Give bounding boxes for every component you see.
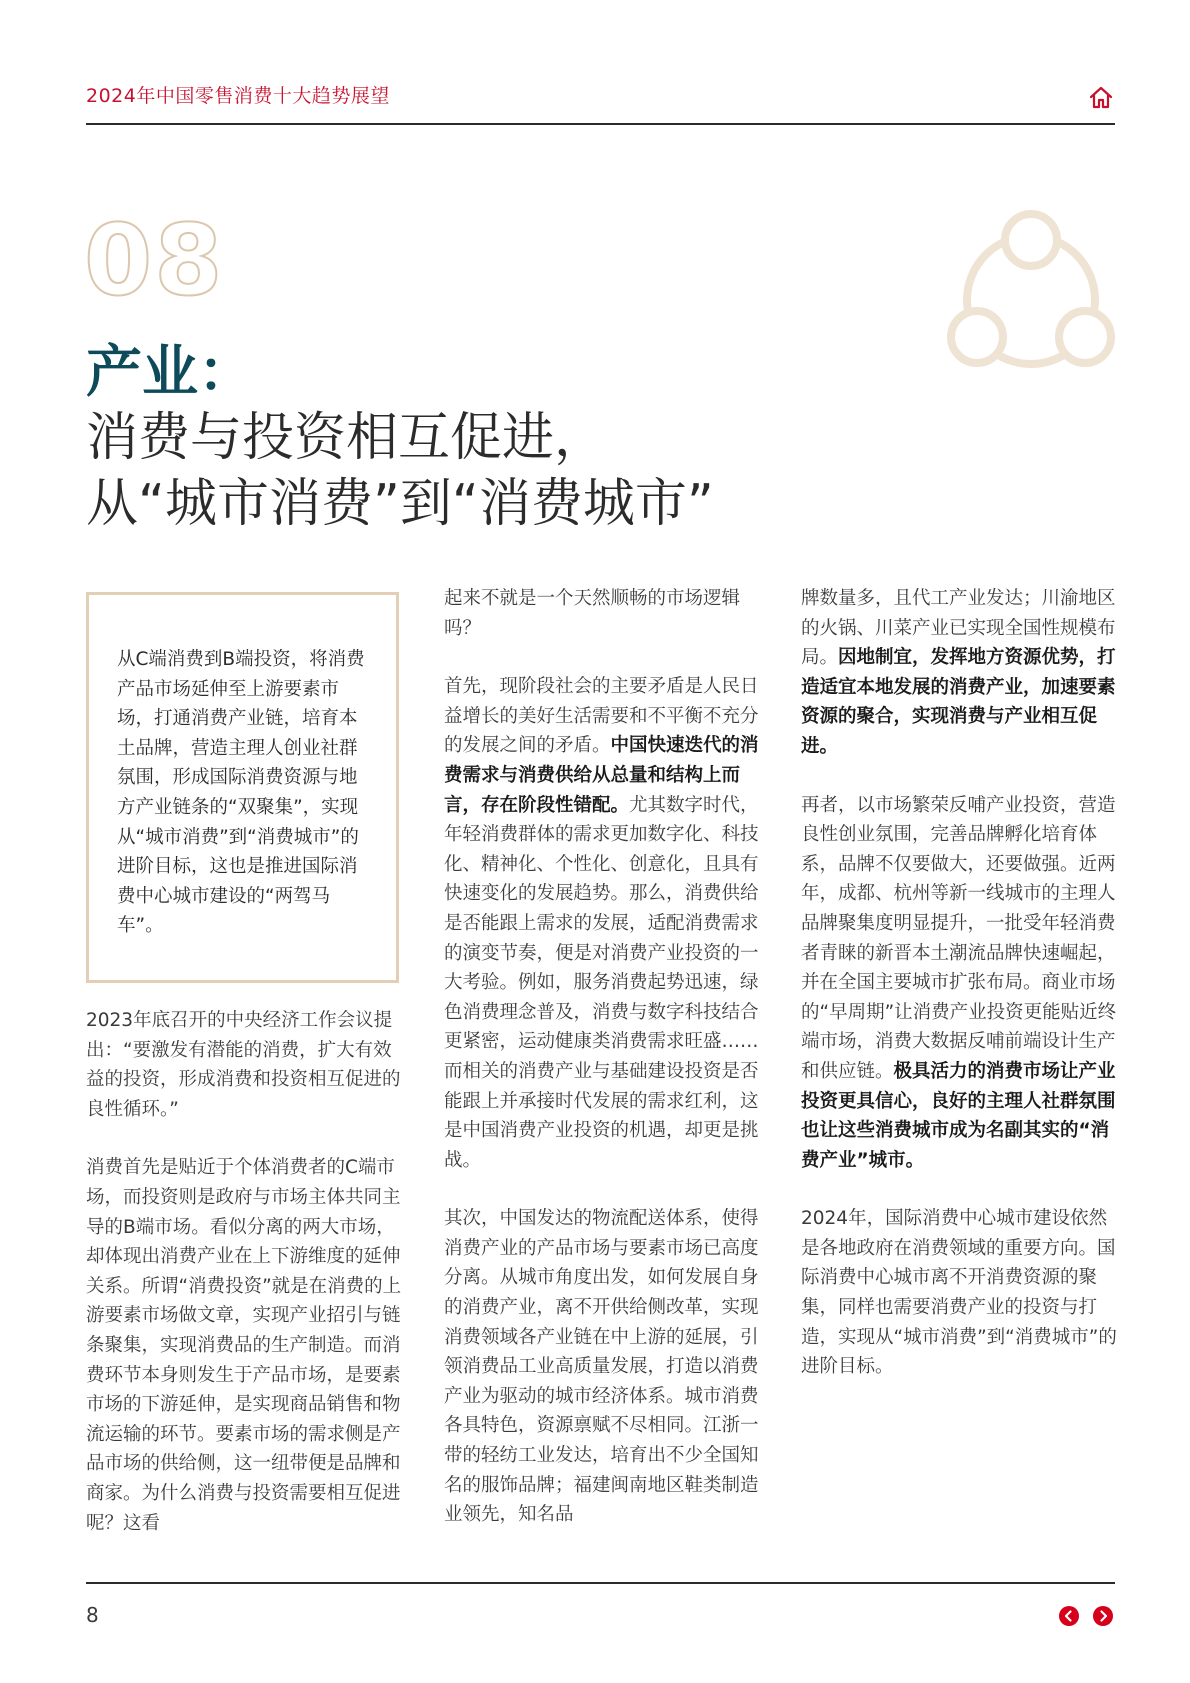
column-middle xyxy=(444,584,764,1559)
page-number: 8 xyxy=(86,1603,99,1627)
text-run: 首先，现阶段社会的主要矛盾是人民日益增长的美好生活需要和不平衡不充分的发展之间的矛盾。 xyxy=(444,676,759,757)
bold-text-run: 因地制宜，发挥地方资源优势，打造适宜本地发展的消费产业，加速要素资源的聚合，实现消费与产业相互促进。 xyxy=(801,647,1116,757)
paragraph: 2023年底召开的中央经济工作会议提出：“要激发有潜能的消费，扩大有效益的投资，形成消费和投资相互促进的良性循环。” xyxy=(86,1010,401,1120)
bold-text-run: 极具活力的消费市场让产业投资更具信心，良好的主理人社群氛围也让这些消费城市成为名副其实的“消费产业”城市。 xyxy=(801,1060,1116,1171)
next-page-button[interactable] xyxy=(1093,1606,1113,1626)
chapter-number: 08 xyxy=(84,204,225,318)
chevron-right-icon xyxy=(1093,1606,1113,1626)
paragraph xyxy=(801,584,1121,762)
paragraph xyxy=(801,791,1121,1176)
text-run: 尤其数字时代，年轻消费群体的需求更加数字化、科技化、精神化、个性化、创意化，且具有快速变化的发展趋势。那么，消费供给是否能跟上需求的发展，适配消费需求的演变节奏，便是对消费产业投资的一大考验。例如，服务消费起势迅速，绿色消费理念普及，消费与数字科技结合更紧密，运动健康类消费需求旺盛……而相关的消费产业与基础建设投资是否能跟上并承接时代发展的需求红利，这是中国消费产业投资的机遇，却更是挑战。 xyxy=(444,794,759,1171)
paragraph: 2024年，国际消费中心城市建设依然是各地政府在消费领域的重要方向。国际消费中心城市离不开消费资源的聚集，同样也需要消费产业的投资与打造，实现从“城市消费”到“消费城市”的进阶目标。 xyxy=(801,1208,1117,1378)
chevron-left-icon xyxy=(1059,1606,1079,1626)
paragraph xyxy=(444,672,764,1175)
column-left xyxy=(86,1006,404,1567)
chapter-title-line3: 从“城市消费”到“消费城市” xyxy=(86,474,714,534)
summary-box xyxy=(86,592,399,983)
bold-text-run: 中国快速迭代的消费需求与消费供给从总量和结构上而言，存在阶段性错配。 xyxy=(444,735,759,816)
summary-text: 从C端消费到B端投资，将消费产品市场延伸至上游要素市场，打通消费产业链，培育本土品牌，营造主理人创业社群氛围，形成国际消费资源与地方产业链条的“双聚集”，实现从“城市消费”到“消费城市”的进阶目标，这也是推进国际消费中心城市建设的“两驾马车”。 xyxy=(117,649,365,937)
chapter-title-bold: 产业： xyxy=(86,340,254,405)
paragraph: 其次，中国发达的物流配送体系，使得消费产业的产品市场与要素市场已高度分离。从城市角度出发，如何发展自身的消费产业，离不开供给侧改革，实现消费领域各产业链在中上游的延展，引领消费品工业高质量发展，打造以消费产业为驱动的城市经济体系。城市消费各具特色，资源禀赋不尽相同。江浙一带的轻纺工业发达，培育出不少全国知名的服饰品牌；福建闽南地区鞋类制造业领先，知名品 xyxy=(444,1208,759,1526)
text-run: 牌数量多，且代工产业发达；川渝地区的火锅、川菜产业已实现全国性规模布局。 xyxy=(801,588,1116,669)
header-title: 2024年中国零售消费十大趋势展望 xyxy=(86,85,390,107)
paragraph: 起来不就是一个天然顺畅的市场逻辑吗？ xyxy=(444,588,741,639)
paragraph: 消费首先是贴近于个体消费者的C端市场，而投资则是政府与市场主体共同主导的B端市场。看似分离的两大市场，却体现出消费产业在上下游维度的延伸关系。所谓“消费投资”就是在消费的上游要素市场做文章，实现产业招引与链条聚集，实现消费品的生产制造。而消费环节本身则发生于产品市场，是要素市场的下游延伸，是实现商品销售和物流运输的环节。要素市场的需求侧是产品市场的供给侧，这一纽带便是品牌和商家。为什么消费与投资需要相互促进呢？这看 xyxy=(86,1157,402,1534)
column-right xyxy=(801,584,1121,1411)
network-circles-icon xyxy=(943,210,1118,375)
header-divider xyxy=(86,123,1115,125)
footer-divider xyxy=(86,1582,1115,1584)
previous-page-button[interactable] xyxy=(1059,1606,1079,1626)
home-icon[interactable] xyxy=(1088,84,1114,110)
text-run: 再者，以市场繁荣反哺产业投资，营造良性创业氛围，完善品牌孵化培育体系，品牌不仅要做大，还要做强。近两年，成都、杭州等新一线城市的主理人品牌聚集度明显提升，一批受年轻消费者青睐的新晋本土潮流品牌快速崛起，并在全国主要城市扩张布局。商业市场的“早周期”让消费产业投资更能贴近终端市场，消费大数据反哺前端设计生产和供应链。 xyxy=(801,794,1117,1082)
chapter-title-line2: 消费与投资相互促进， xyxy=(86,408,607,468)
